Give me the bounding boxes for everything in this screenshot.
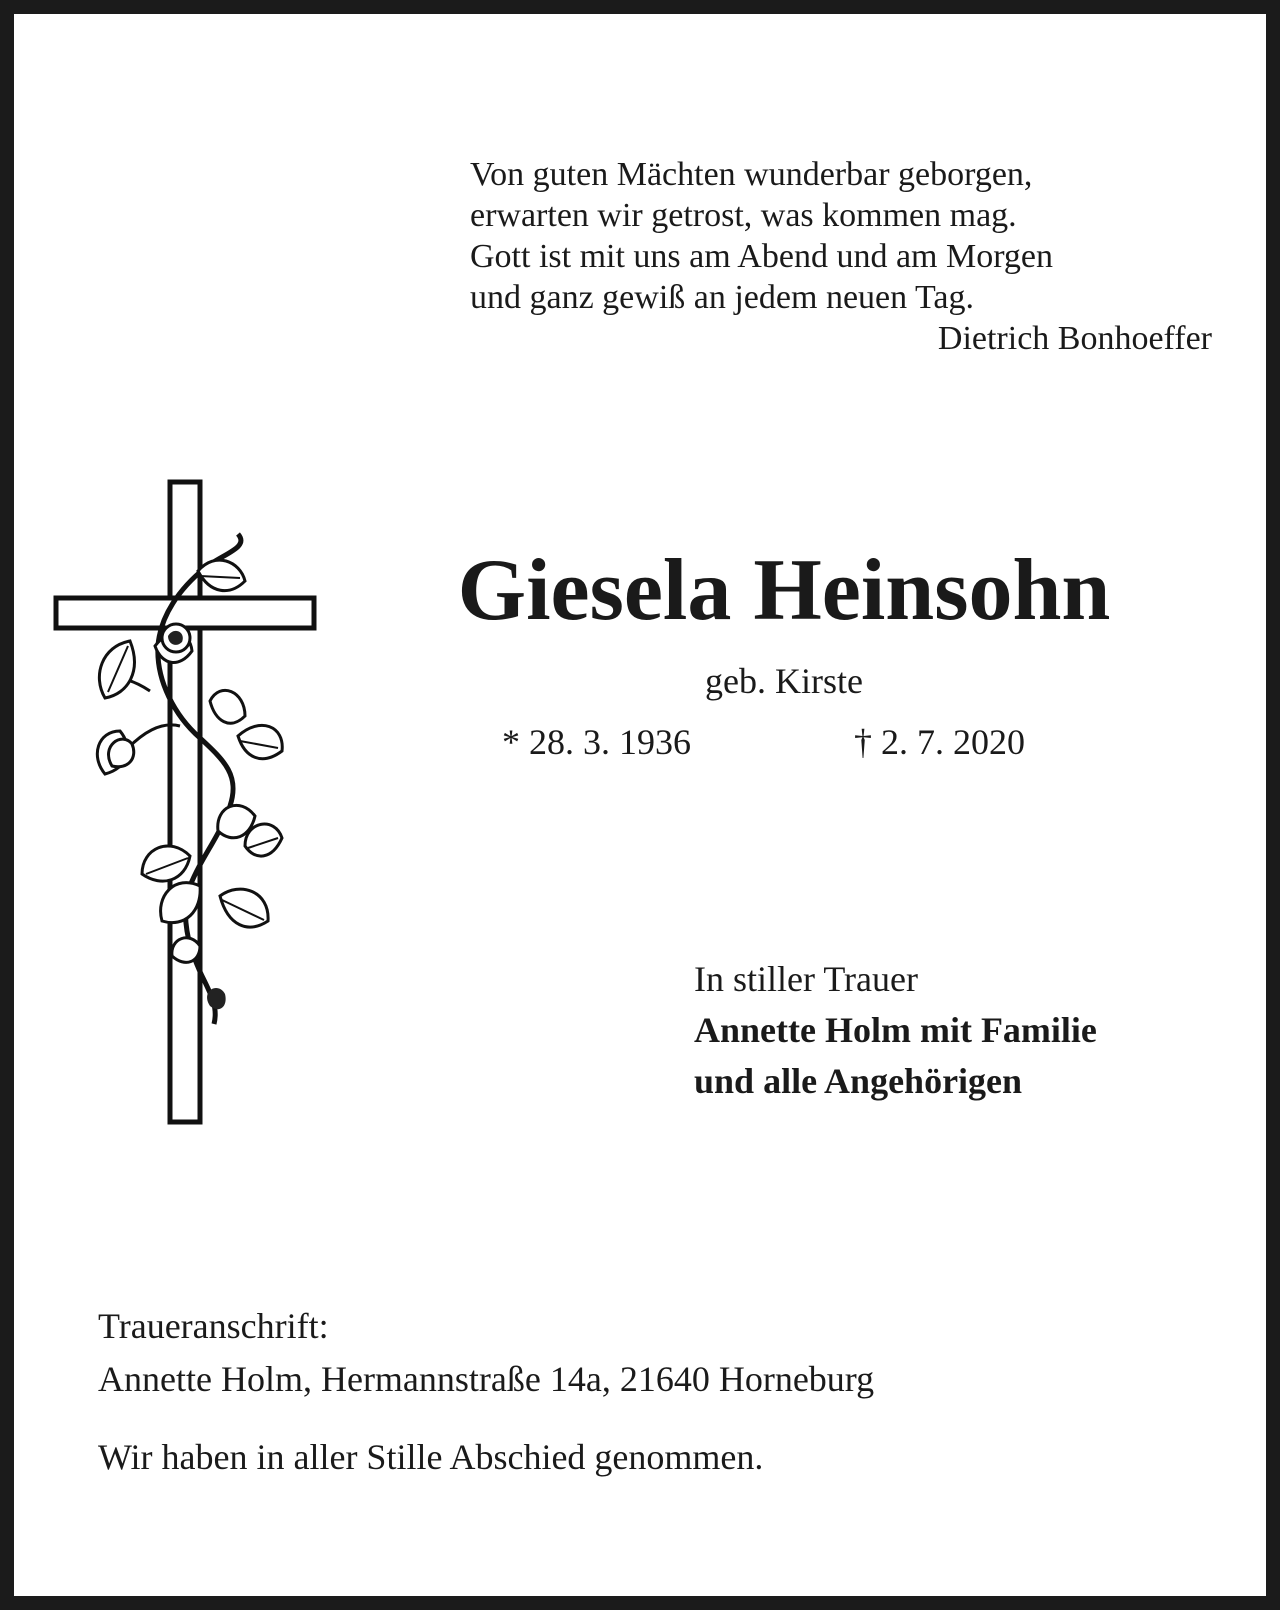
mourners-intro: In stiller Trauer [694, 959, 918, 999]
cross-with-rose-icon [50, 476, 320, 1126]
death-date: † 2. 7. 2020 [854, 722, 1025, 762]
deceased-name: Giesela Heinsohn [457, 542, 1111, 639]
poem-line-2: erwarten wir getrost, was kommen mag. [470, 197, 1017, 234]
farewell-note: Wir haben in aller Stille Abschied genommen. [98, 1437, 764, 1477]
address-value: Annette Holm, Hermannstraße 14a, 21640 Horneburg [98, 1359, 875, 1399]
mourners-block [694, 954, 1214, 1107]
mourning-address [98, 1300, 1198, 1406]
poem-line-1: Von guten Mächten wunderbar geborgen, [470, 156, 1033, 193]
mourners-relatives: und alle Angehörigen [694, 1061, 1023, 1101]
mourners-family: Annette Holm mit Familie [694, 1010, 1097, 1050]
poem-author: Dietrich Bonhoeffer [937, 320, 1212, 357]
birth-date: * 28. 3. 1936 [502, 722, 691, 762]
poem-quote [470, 154, 1212, 359]
poem-line-3: Gott ist mit uns am Abend und am Morgen [470, 238, 1054, 275]
maiden-name: geb. Kirste [705, 661, 863, 701]
poem-line-4: und ganz gewiß an jedem neuen Tag. [470, 279, 974, 316]
address-label: Traueranschrift: [98, 1306, 329, 1346]
